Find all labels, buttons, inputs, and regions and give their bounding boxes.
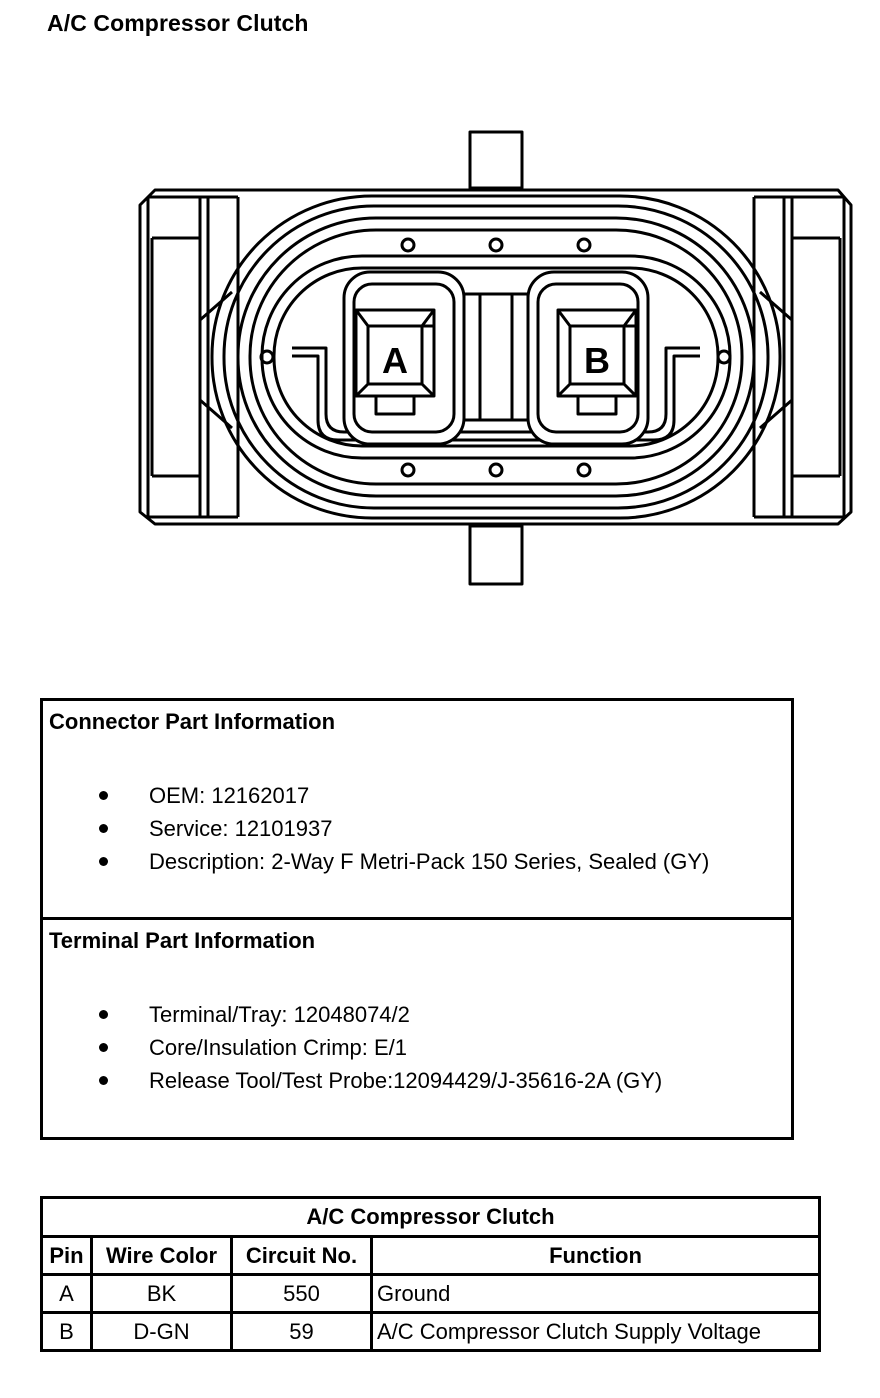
connector-info-list <box>43 779 709 878</box>
list-item <box>43 1031 662 1064</box>
terminal-info-crimp: Core/Insulation Crimp: E/1 <box>149 1035 407 1060</box>
column-header-pin: Pin <box>42 1237 92 1275</box>
list-item <box>43 1064 662 1097</box>
bullet-icon <box>99 857 108 866</box>
wire-color-cell: D-GN <box>92 1313 232 1351</box>
bullet-icon <box>99 1076 108 1085</box>
terminal-info-tray: Terminal/Tray: 12048074/2 <box>149 1002 410 1027</box>
table-row <box>42 1313 820 1351</box>
connector-face-diagram <box>0 0 880 640</box>
list-item <box>43 779 709 812</box>
list-item <box>43 812 709 845</box>
pin-cell: B <box>42 1313 92 1351</box>
connector-info-heading: Connector Part Information <box>49 709 336 734</box>
bullet-icon <box>99 1010 108 1019</box>
bullet-icon <box>99 791 108 800</box>
circuit-cell: 59 <box>232 1313 372 1351</box>
circuit-cell: 550 <box>232 1275 372 1313</box>
terminal-info-list <box>43 998 662 1097</box>
terminal-part-information <box>43 920 791 1137</box>
list-item <box>43 998 662 1031</box>
bullet-icon <box>99 824 108 833</box>
wire-color-cell: BK <box>92 1275 232 1313</box>
list-item <box>43 845 709 878</box>
connector-part-information <box>43 701 791 920</box>
bullet-icon <box>99 1043 108 1052</box>
cavity-label-b: B <box>584 340 610 381</box>
table-row <box>42 1275 820 1313</box>
pinout-table <box>40 1196 821 1352</box>
column-header-function: Function <box>372 1237 820 1275</box>
connector-info-description: Description: 2-Way F Metri-Pack 150 Series, Sealed (GY) <box>149 849 710 874</box>
bottom-lock-tab <box>470 526 522 584</box>
pinout-table-caption: A/C Compressor Clutch <box>42 1198 820 1237</box>
part-information-box <box>40 698 794 1140</box>
function-cell: Ground <box>372 1275 820 1313</box>
page-title: A/C Compressor Clutch <box>47 10 309 36</box>
terminal-info-heading: Terminal Part Information <box>49 928 316 953</box>
column-header-wire-color: Wire Color <box>92 1237 232 1275</box>
connector-info-service: Service: 12101937 <box>149 816 333 841</box>
cavity-label-a: A <box>382 340 408 381</box>
terminal-info-release-tool: Release Tool/Test Probe:12094429/J-35616-2A (GY) <box>149 1068 663 1093</box>
connector-info-oem: OEM: 12162017 <box>149 783 310 808</box>
pin-cell: A <box>42 1275 92 1313</box>
function-cell: A/C Compressor Clutch Supply Voltage <box>372 1313 820 1351</box>
table-header-row <box>42 1237 820 1275</box>
column-header-circuit-no: Circuit No. <box>232 1237 372 1275</box>
top-lock-tab <box>470 132 522 188</box>
